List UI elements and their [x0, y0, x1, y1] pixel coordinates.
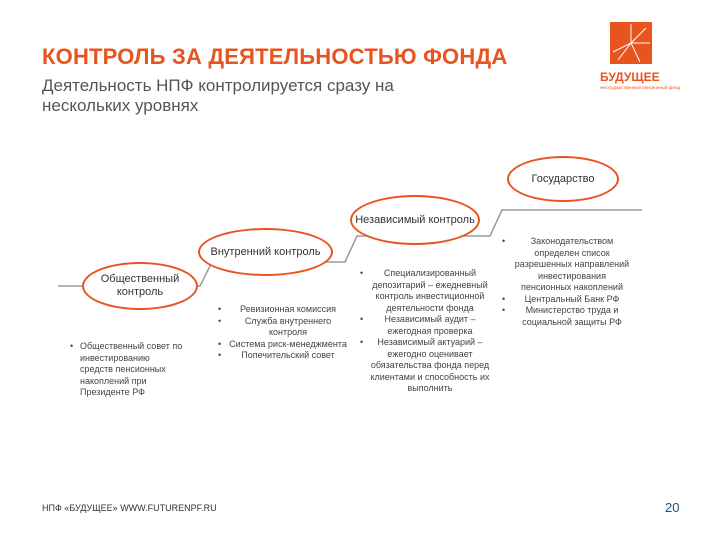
independent-control-list [360, 268, 490, 395]
logo-tagline: негосударственный пенсионный фонд [600, 85, 681, 90]
logo-name: БУДУЩЕЕ [600, 70, 660, 84]
list-item: • Независимый актуарий – ежегодно оценивает обязательства фонда перед клиентами и способность их выполнить [360, 337, 490, 395]
list-item: • Ревизионная комиссия [218, 304, 348, 316]
list-item: • Общественный совет по инвестированию средств пенсионных накоплений при Президенте РФ [70, 341, 185, 399]
list-item: • Законодательством определен список разрешенных направлений инвестирования пенсионных накоплений [502, 236, 632, 294]
list-item: • Попечительский совет [218, 350, 348, 362]
list-item: • Независимый аудит – ежегодная проверка [360, 314, 490, 337]
oval-government: Государство [507, 156, 619, 202]
oval-independent-control: Независимый контроль [350, 195, 480, 245]
public-control-list [70, 341, 185, 399]
slide-title: КОНТРОЛЬ ЗА ДЕЯТЕЛЬНОСТЬЮ ФОНДА [42, 44, 508, 69]
list-item: • Служба внутреннего контроля [218, 316, 348, 339]
footer: НПФ «БУДУЩЕЕ» WWW.FUTURENPF.RU [42, 503, 217, 513]
internal-control-list [218, 304, 348, 362]
list-item: • Министерство труда и социальной защиты РФ [502, 305, 632, 328]
oval-internal-control: Внутренний контроль [198, 228, 333, 276]
oval-public-control: Общественный контроль [82, 262, 198, 310]
list-item: • Центральный Банк РФ [502, 294, 632, 306]
government-list [502, 236, 632, 328]
list-item: • Система риск-менеджмента [218, 339, 348, 351]
list-item: • Специализированный депозитарий – ежедневный контроль инвестиционной деятельности фонда [360, 268, 490, 314]
slide-subtitle: Деятельность НПФ контролируется сразу на нескольких уровнях [42, 76, 394, 115]
page-number: 20 [665, 500, 680, 515]
